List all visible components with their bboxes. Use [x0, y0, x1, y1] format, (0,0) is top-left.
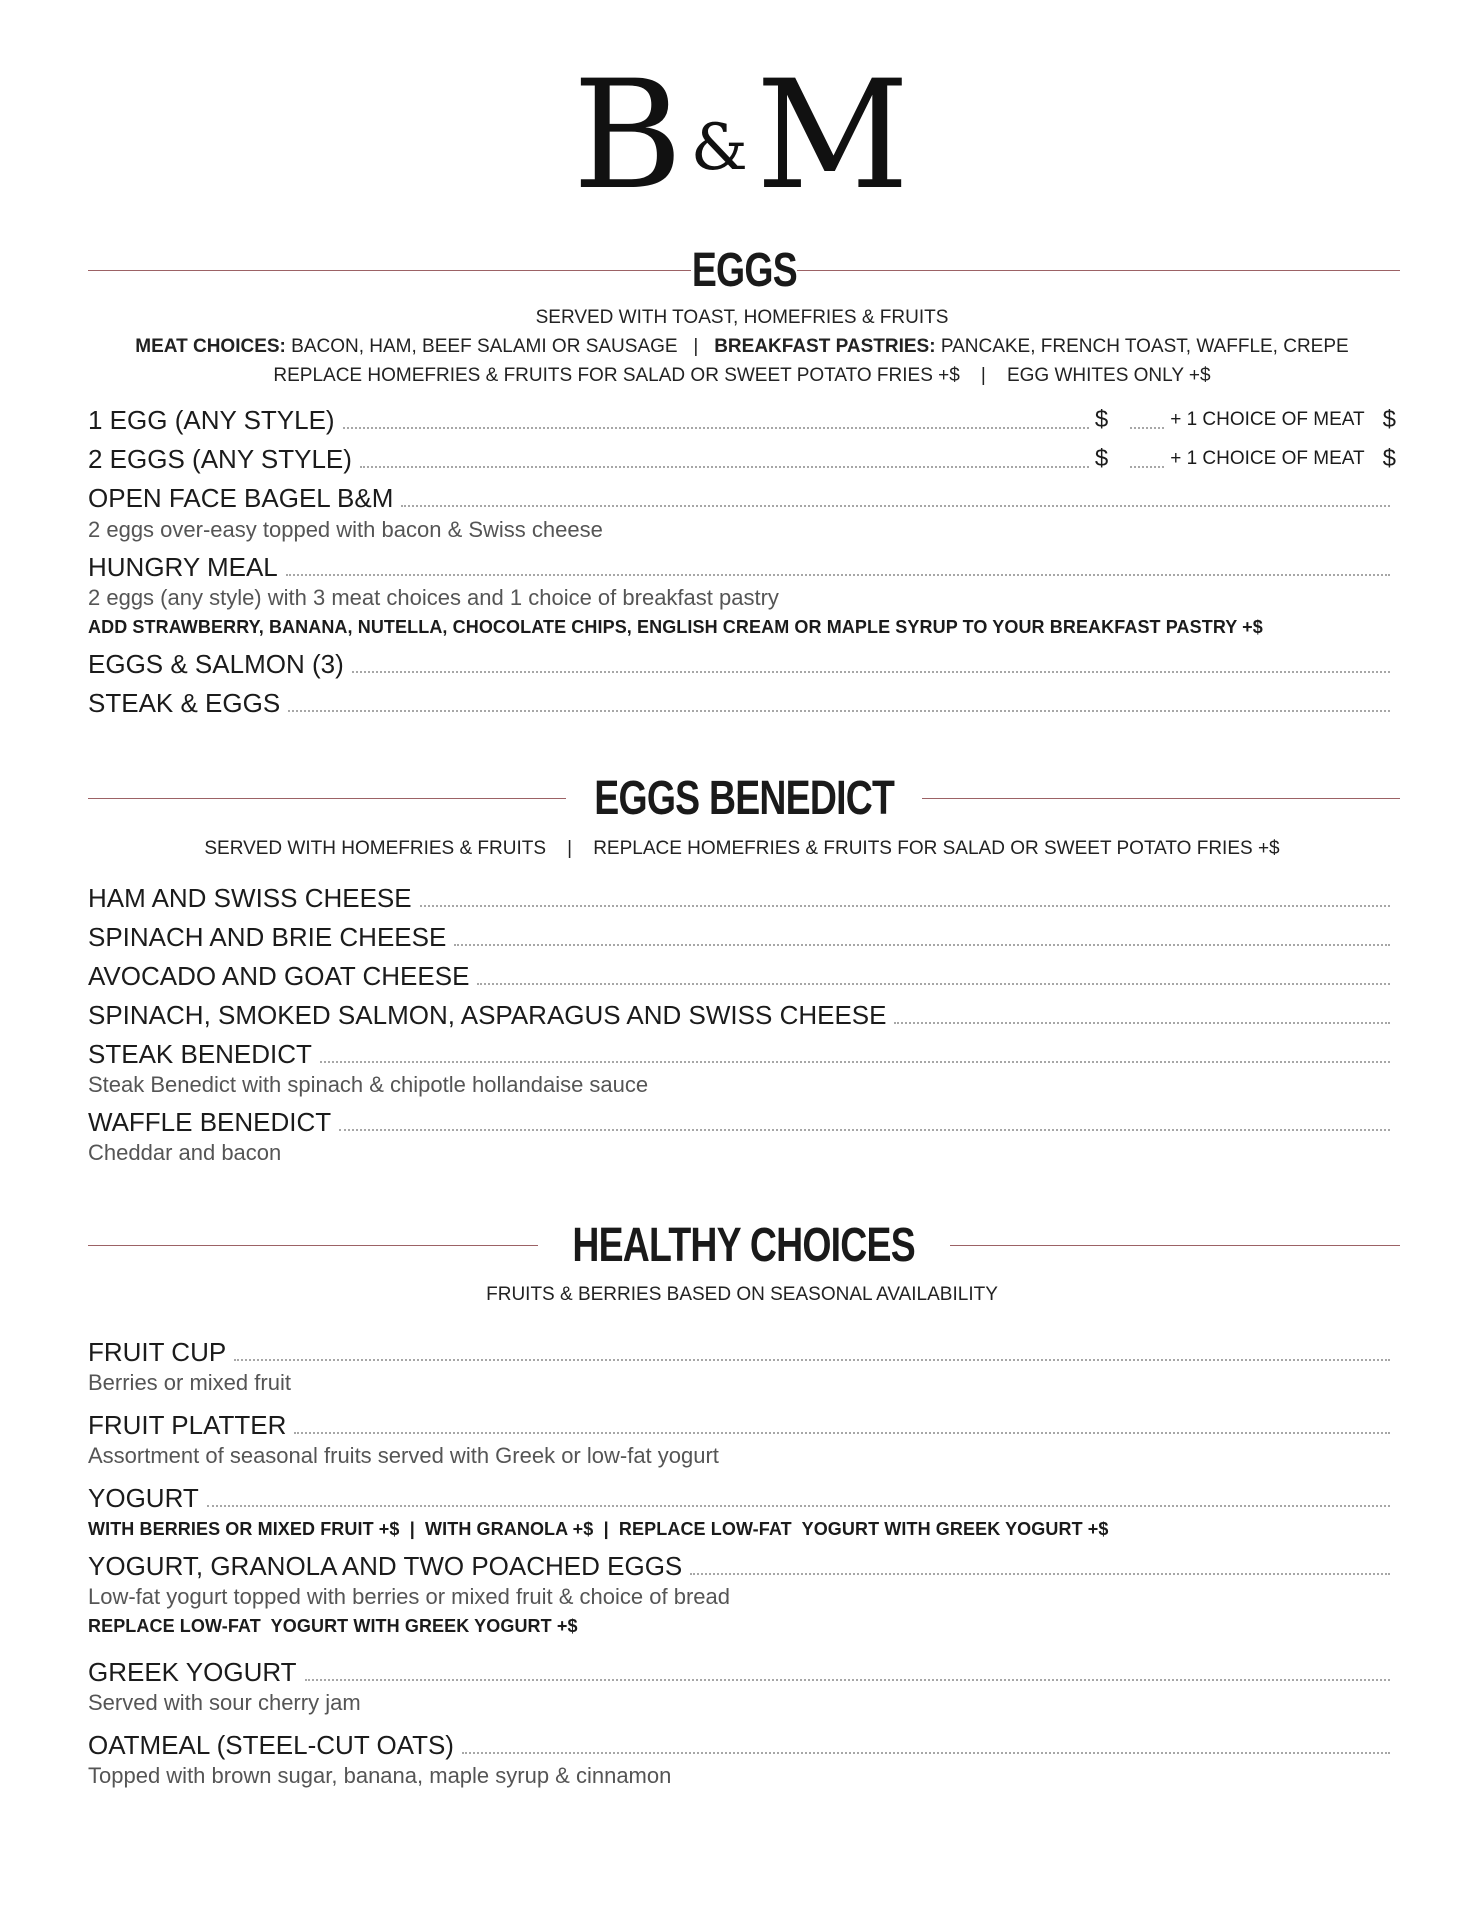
- meat-choices-label: MEAT CHOICES:: [135, 336, 286, 357]
- menu-item: [88, 958, 1396, 992]
- menu-item: [88, 1334, 1396, 1368]
- menu-item: [88, 480, 1396, 514]
- item-extra: + 1 CHOICE OF MEAT: [1170, 448, 1365, 469]
- dot-leader: [1130, 466, 1164, 468]
- item-description: Cheddar and bacon: [88, 1140, 282, 1165]
- item-description: 2 eggs over-easy topped with bacon & Swiss cheese: [88, 517, 603, 542]
- item-extra: + 1 CHOICE OF MEAT: [1170, 409, 1365, 430]
- divider-left: [88, 1245, 538, 1246]
- item-name: 1 EGG (ANY STYLE): [88, 405, 335, 435]
- dot-leader: [360, 466, 1089, 468]
- dot-leader: [339, 1129, 1390, 1131]
- menu-item: [88, 549, 1396, 583]
- benedict-served-note: SERVED WITH HOMEFRIES & FRUITS | REPLACE HOMEFRIES & FRUITS FOR SALAD OR SWEET POTATO FRIES +$: [204, 838, 1280, 859]
- eggs-choices-note: [0, 333, 1484, 361]
- menu-item: [88, 997, 1396, 1031]
- dot-leader: [234, 1359, 1390, 1361]
- dot-leader: [288, 710, 1390, 712]
- dot-leader: [1130, 427, 1164, 429]
- item-name: HAM AND SWISS CHEESE: [88, 883, 412, 913]
- divider-right: [922, 798, 1400, 799]
- item-description: Assortment of seasonal fruits served with Greek or low-fat yogurt: [88, 1443, 719, 1468]
- item-name: STEAK BENEDICT: [88, 1039, 312, 1069]
- dot-leader: [401, 505, 1390, 507]
- divider-right: [797, 270, 1400, 271]
- item-price: $: [1094, 445, 1109, 472]
- eggs-section-title: EGGS: [691, 243, 797, 297]
- healthy-section-header: [88, 1215, 1400, 1275]
- separator: |: [693, 336, 699, 357]
- logo-letter-m: M: [755, 49, 912, 223]
- item-description: Berries or mixed fruit: [88, 1370, 291, 1395]
- dot-leader: [343, 427, 1089, 429]
- dot-leader: [286, 574, 1390, 576]
- dot-leader: [352, 671, 1390, 673]
- logo-ampersand: &: [690, 111, 750, 186]
- item-extra-price: $: [1382, 445, 1396, 472]
- dot-leader: [462, 1752, 1390, 1754]
- item-name: YOGURT, GRANOLA AND TWO POACHED EGGS: [88, 1551, 683, 1581]
- meat-choices-text: BACON, HAM, BEEF SALAMI OR SAUSAGE: [291, 336, 678, 357]
- item-name: FRUIT CUP: [88, 1337, 227, 1367]
- item-name: HUNGRY MEAL: [88, 552, 278, 582]
- eggs-replace-note: REPLACE HOMEFRIES & FRUITS FOR SALAD OR SWEET POTATO FRIES +$ | EGG WHITES ONLY +$: [273, 365, 1211, 386]
- restaurant-logo: [0, 49, 1484, 228]
- menu-item: [88, 685, 1396, 719]
- menu-item: [88, 1036, 1396, 1070]
- eggs-section-header: [88, 240, 1400, 300]
- item-price: $: [1094, 406, 1109, 433]
- menu-item: [88, 1727, 1396, 1761]
- item-addon-note: WITH BERRIES OR MIXED FRUIT +$ | WITH GRANOLA +$ | REPLACE LOW-FAT YOGURT WITH GREEK YOGURT +$: [88, 1519, 1109, 1539]
- dot-leader: [420, 905, 1390, 907]
- dot-leader: [690, 1573, 1390, 1575]
- dot-leader: [305, 1679, 1390, 1681]
- item-name: WAFFLE BENEDICT: [88, 1107, 332, 1137]
- dot-leader: [894, 1022, 1390, 1024]
- menu-item: [88, 441, 1396, 475]
- item-name: FRUIT PLATTER: [88, 1410, 287, 1440]
- item-description: Steak Benedict with spinach & chipotle hollandaise sauce: [88, 1072, 649, 1097]
- item-name: OPEN FACE BAGEL B&M: [88, 483, 394, 513]
- item-name: 2 EGGS (ANY STYLE): [88, 444, 352, 474]
- dot-leader: [454, 944, 1390, 946]
- item-name: EGGS & SALMON (3): [88, 649, 344, 679]
- menu-item: [88, 1548, 1396, 1582]
- dot-leader: [477, 983, 1390, 985]
- benedict-section-title: EGGS BENEDICT: [594, 771, 894, 825]
- divider-right: [950, 1245, 1400, 1246]
- healthy-served-note: FRUITS & BERRIES BASED ON SEASONAL AVAILABILITY: [486, 1284, 998, 1305]
- item-name: GREEK YOGURT: [88, 1657, 297, 1687]
- logo-letter-b: B: [572, 49, 685, 223]
- dot-leader: [294, 1432, 1390, 1434]
- item-description: Topped with brown sugar, banana, maple syrup & cinnamon: [88, 1763, 672, 1788]
- item-extra-price: $: [1382, 406, 1396, 433]
- item-name: STEAK & EGGS: [88, 688, 281, 718]
- item-description: Low-fat yogurt topped with berries or mixed fruit & choice of bread: [88, 1584, 730, 1609]
- benedict-section-header: [88, 768, 1400, 828]
- menu-item: [88, 646, 1396, 680]
- item-addon-note: REPLACE LOW-FAT YOGURT WITH GREEK YOGURT +$: [88, 1616, 578, 1636]
- divider-left: [88, 798, 566, 799]
- item-name: SPINACH, SMOKED SALMON, ASPARAGUS AND SWISS CHEESE: [88, 1000, 887, 1030]
- item-description: Served with sour cherry jam: [88, 1690, 361, 1715]
- dot-leader: [207, 1505, 1390, 1507]
- menu-item: [88, 1654, 1396, 1688]
- menu-item: [88, 402, 1396, 436]
- breakfast-pastries-label: BREAKFAST PASTRIES:: [714, 336, 936, 357]
- eggs-served-note: SERVED WITH TOAST, HOMEFRIES & FRUITS: [535, 307, 949, 328]
- menu-item: [88, 919, 1396, 953]
- healthy-section-title: HEALTHY CHOICES: [572, 1218, 916, 1272]
- item-description: 2 eggs (any style) with 3 meat choices and 1 choice of breakfast pastry: [88, 585, 779, 610]
- breakfast-pastries-text: PANCAKE, FRENCH TOAST, WAFFLE, CREPE: [940, 336, 1349, 357]
- item-name: YOGURT: [88, 1483, 199, 1513]
- menu-item: [88, 880, 1396, 914]
- divider-left: [88, 270, 691, 271]
- item-name: SPINACH AND BRIE CHEESE: [88, 922, 447, 952]
- menu-item: [88, 1480, 1396, 1514]
- item-name: AVOCADO AND GOAT CHEESE: [88, 961, 470, 991]
- menu-item: [88, 1104, 1396, 1138]
- item-addon-note: ADD STRAWBERRY, BANANA, NUTELLA, CHOCOLATE CHIPS, ENGLISH CREAM OR MAPLE SYRUP TO YOUR BREAKFAST PASTRY +$: [88, 617, 1263, 637]
- dot-leader: [320, 1061, 1390, 1063]
- menu-item: [88, 1407, 1396, 1441]
- item-name: OATMEAL (STEEL-CUT OATS): [88, 1730, 454, 1760]
